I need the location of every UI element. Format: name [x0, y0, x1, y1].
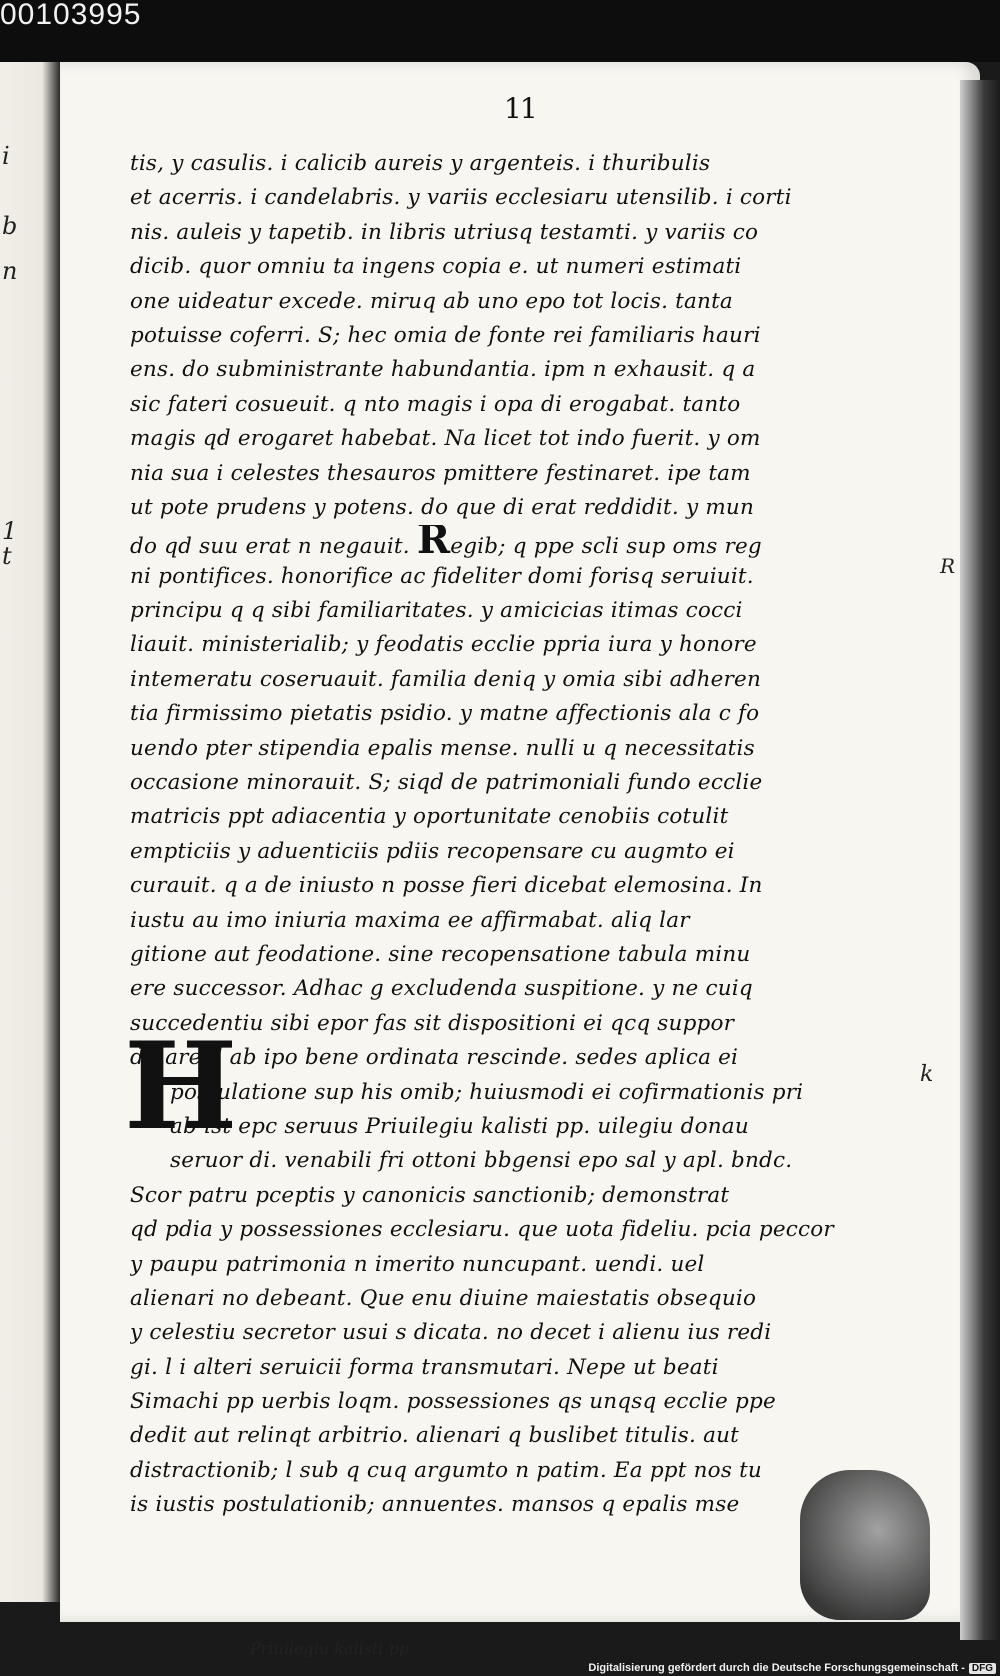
- text-line: liauit. ministerialib; y feodatis ecclie ppria iura y honore: [130, 632, 757, 658]
- initial-r: R: [416, 525, 451, 560]
- text-line: tia firmissimo pietatis psidio. y matne affectionis ala c fo: [130, 701, 760, 727]
- text-line: sic fateri cosueuit. q nto magis i opa di erogabat. tanto: [130, 391, 741, 417]
- text-line: curauit. q a de iniusto n posse fieri dicebat elemosina. In: [130, 873, 763, 899]
- text-line: ab ist epc seruus Priuilegiu kalisti pp. uilegiu donau: [170, 1113, 749, 1139]
- text-line: nia sua i celestes thesauros pmittere festinaret. ipe tam: [130, 460, 751, 486]
- text-line: succedentiu sibi epor fas sit dispositioni ei qcq suppor: [130, 1010, 735, 1036]
- text-line: qd pdia y possessiones ecclesiaru. que uota fideliu. pcia peccor: [130, 1217, 834, 1243]
- left-leaf-fragment: 1: [2, 517, 18, 545]
- left-leaf-fragment: i: [2, 142, 10, 170]
- text-line: alienari no debeant. Que enu diuine maiestatis obsequio: [130, 1285, 757, 1311]
- text-line: dedit aut relinqt arbitrio. alienari q buslibet titulis. aut: [130, 1423, 740, 1449]
- text-line: is iustis postulationib; annuentes. mansos q epalis mse: [130, 1492, 740, 1518]
- text-line: empticiis y aduenticiis pdiis recopensare cu augmto ei: [130, 838, 735, 864]
- text-line: y celestiu secretor usui s dicata. no decet i alienu ius redi: [130, 1320, 772, 1346]
- left-leaf-fragment: n: [2, 257, 18, 285]
- thumb: [800, 1470, 930, 1620]
- text-line: nis. auleis y tapetib. in libris utriusq testamti. y variis co: [130, 219, 759, 245]
- text-line: principu q q sibi familiaritates. y amicicias itimas cocci: [130, 598, 743, 624]
- text-line: uendo pter stipendia epalis mense. nulli u q necessitatis: [130, 735, 755, 761]
- text-line-part: egib; q ppe scli sup oms reg: [450, 534, 762, 560]
- bottom-margin-note: Priuilegiu kalisti pp: [250, 1639, 410, 1658]
- text-line: dinare. l ab ipo bene ordinata rescinde. sedes aplica ei: [130, 1045, 739, 1071]
- text-line: magis qd erogaret habebat. Na licet tot indo fuerit. y om: [130, 426, 761, 452]
- margin-note-r: R: [940, 554, 956, 578]
- left-leaf-fragment: b: [2, 212, 18, 240]
- text-line: ni pontifices. honorifice ac fideliter domi forisq seruiuit.: [130, 563, 754, 589]
- text-line: intemeratu coseruauit. familia deniq y omia sibi adheren: [130, 666, 762, 692]
- text-line: gitione aut feodatione. sine recopensatione tabula minu: [130, 941, 751, 967]
- manuscript-text: [130, 147, 890, 1523]
- text-line-part: do qd suu erat n negauit.: [130, 534, 410, 560]
- text-line: occasione minorauit. S; siqd de patrimoniali fundo ecclie: [130, 770, 763, 796]
- left-leaf-fragment: t: [2, 542, 12, 570]
- page-edge: [960, 80, 1000, 1640]
- left-leaf: [0, 62, 60, 1602]
- text-line: dicib. quor omniu ta ingens copia e. ut numeri estimati: [130, 254, 742, 280]
- text-line: ens. do subministrante habundantia. ipm n exhausit. q a: [130, 357, 756, 383]
- text-line: one uideatur excede. miruq ab uno epo tot locis. tanta: [130, 288, 733, 314]
- text-line: Scor patru pceptis y canonicis sanctionib; demonstrat: [130, 1182, 730, 1208]
- text-line: ut pote prudens y potens. do que di erat reddidit. y mun: [130, 494, 755, 520]
- text-line: y paupu patrimonia n imerito nuncupant. uendi. uel: [130, 1251, 705, 1277]
- digitization-credit: [588, 1662, 996, 1674]
- shelfmark: 00103995: [0, 0, 142, 31]
- text-line: tis, y casulis. i calicib aureis y argenteis. i thuribulis: [130, 151, 711, 176]
- text-line: matricis ppt adiacentia y oportunitate cenobiis cotulit: [130, 804, 729, 830]
- top-strip: [0, 0, 1000, 62]
- folio-number: 11: [504, 92, 536, 125]
- manuscript-page: [60, 62, 980, 1658]
- text-line: [130, 525, 890, 559]
- text-line: seruor di. venabili fri ottoni bbgensi epo sal y apl. bndc.: [170, 1148, 793, 1174]
- text-line: postulatione sup his omib; huiusmodi ei cofirmationis pri: [170, 1079, 804, 1105]
- text-line: ere successor. Adhac g excludenda suspitione. y ne cuiq: [130, 976, 753, 1002]
- text-line: iustu au imo iniuria maxima ee affirmabat. aliq lar: [130, 907, 690, 933]
- margin-note-k: k: [920, 1062, 934, 1087]
- text-line: distractionib; l sub q cuq argumto n patim. Ea ppt nos tu: [130, 1457, 762, 1483]
- text-line: Simachi pp uerbis loqm. possessiones qs unqsq ecclie ppe: [130, 1389, 776, 1415]
- credit-text: Digitalisierung gefördert durch die Deutsche Forschungsgemeinschaft -: [588, 1662, 965, 1674]
- text-line: gi. l i alteri seruicii forma transmutari. Nepe ut beati: [130, 1354, 719, 1380]
- text-line: potuisse coferri. S; hec omia de fonte rei familiaris hauri: [130, 322, 761, 348]
- initial-h: H: [124, 1016, 238, 1157]
- text-line: et acerris. i candelabris. y variis ecclesiaru utensilib. i corti: [130, 185, 792, 211]
- dfg-logo: DFG: [969, 1663, 996, 1674]
